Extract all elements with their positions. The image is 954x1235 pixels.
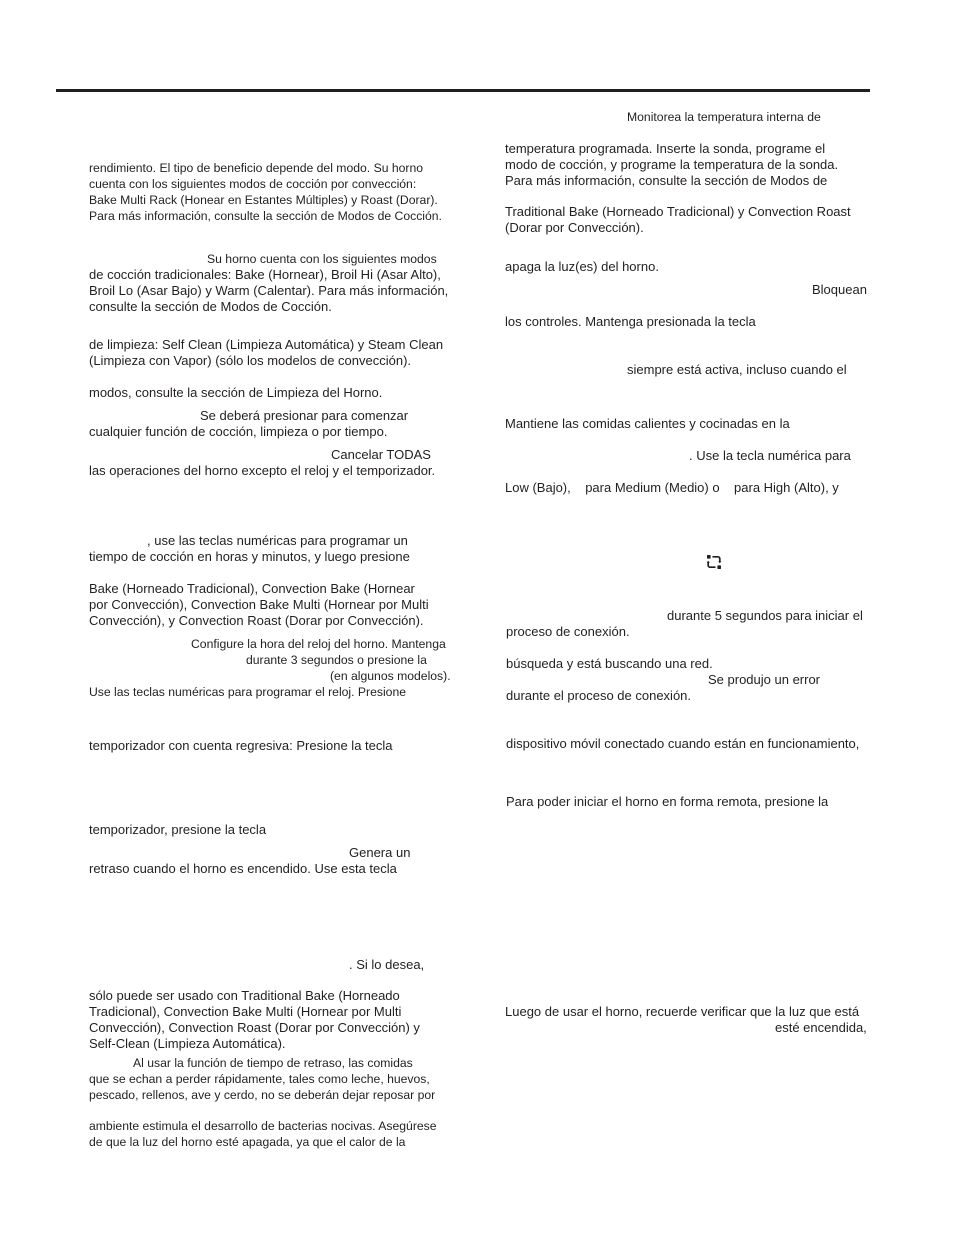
text-line: Para poder iniciar el horno en forma remota, presione la [506,794,829,809]
text-line: sólo puede ser usado con Traditional Bake (Horneado [89,988,400,1003]
text-line: por Convección), Convection Bake Multi (Hornear por Multi [89,597,429,612]
text-line: Bake Multi Rack (Honear en Estantes Múltiples) y Roast (Dorar). [89,193,438,207]
text-line: Traditional Bake (Horneado Tradicional) y Convection Roast [505,204,851,219]
text-line: rendimiento. El tipo de beneficio depende del modo. Su horno [89,161,424,175]
text-line: durante el proceso de conexión. [506,688,692,703]
text-line: esté encendida, [775,1020,867,1035]
text-line: ambiente estimula el desarrollo de bacterias nocivas. Asegúrese [89,1119,437,1133]
text-line: cualquier función de cocción, limpieza o por tiempo. [89,424,388,439]
wifi-connect-icon [705,553,723,571]
text-line: las operaciones del horno excepto el reloj y el temporizador. [89,463,436,478]
text-line: Se produjo un error [708,672,821,687]
text-line: de cocción tradicionales: Bake (Hornear), Broil Hi (Asar Alto), [89,267,441,282]
text-line: retraso cuando el horno es encendido. Use esta tecla [89,861,397,876]
text-line: tiempo de cocción en horas y minutos, y luego presione [89,549,410,564]
text-line: Al usar la función de tiempo de retraso, las comidas [133,1056,413,1070]
text-line: . Use la tecla numérica para [689,448,851,463]
text-line: proceso de conexión. [506,624,630,639]
text-line: (Limpieza con Vapor) (sólo los modelos de convección). [89,353,412,368]
text-line: Para más información, consulte la sección de Modos de [505,173,828,188]
text-line: , use las teclas numéricas para programar un [147,533,408,548]
text-line: dispositivo móvil conectado cuando están en funcionamiento, [506,736,860,751]
text-line: Convección), y Convection Roast (Dorar por Convección). [89,613,424,628]
text-line: Mantiene las comidas calientes y cocinadas en la [505,416,790,431]
text-line: de limpieza: Self Clean (Limpieza Automática) y Steam Clean [89,337,444,352]
text-line: Genera un [349,845,411,860]
text-line: durante 3 segundos o presione la [246,653,427,667]
text-line: cuenta con los siguientes modos de cocción por convección: [89,177,417,191]
text-line: Se deberá presionar para comenzar [200,408,409,423]
text-line: apaga la luz(es) del horno. [505,259,659,274]
text-line: búsqueda y está buscando una red. [506,656,713,671]
text-line: Bake (Horneado Tradicional), Convection Bake (Hornear [89,581,415,596]
text-line: Low (Bajo), para Medium (Medio) o para High (Alto), y [505,480,839,495]
text-line: los controles. Mantenga presionada la tecla [505,314,756,329]
text-line: durante 5 segundos para iniciar el [667,608,863,623]
text-line: Self-Clean (Limpieza Automática). [89,1036,286,1051]
text-line: Use las teclas numéricas para programar el reloj. Presione [89,685,407,699]
text-line: (en algunos modelos). [330,669,451,683]
text-line: temporizador, presione la tecla [89,822,267,837]
right-column [477,0,954,1235]
text-line: de que la luz del horno esté apagada, ya que el calor de la [89,1135,406,1149]
text-line: modos, consulte la sección de Limpieza del Horno. [89,385,383,400]
text-line: Cancelar TODAS [331,447,431,462]
text-line: (Dorar por Convección). [505,220,644,235]
text-line: pescado, rellenos, ave y cerdo, no se deberán dejar reposar por [89,1088,436,1102]
text-line: consulte la sección de Modos de Cocción. [89,299,332,314]
text-line: temperatura programada. Inserte la sonda, programe el [505,141,826,156]
text-line: Su horno cuenta con los siguientes modos [207,252,437,266]
text-line: que se echan a perder rápidamente, tales como leche, huevos, [89,1072,430,1086]
text-line: Para más información, consulte la sección de Modos de Cocción. [89,209,442,223]
text-line: temporizador con cuenta regresiva: Presione la tecla [89,738,393,753]
text-line: Tradicional), Convection Bake Multi (Hornear por Multi [89,1004,402,1019]
text-line: . Si lo desea, [349,957,425,972]
text-line: Broil Lo (Asar Bajo) y Warm (Calentar). Para más información, [89,283,449,298]
text-line: Bloquean [812,282,867,297]
text-line: Convección), Convection Roast (Dorar por Convección) y [89,1020,420,1035]
text-line: siempre está activa, incluso cuando el [627,362,847,377]
text-line: modo de cocción, y programe la temperatura de la sonda. [505,157,839,172]
text-line: Monitorea la temperatura interna de [627,110,821,124]
text-line: Configure la hora del reloj del horno. Mantenga [191,637,446,651]
text-line: Luego de usar el horno, recuerde verificar que la luz que está [505,1004,860,1019]
